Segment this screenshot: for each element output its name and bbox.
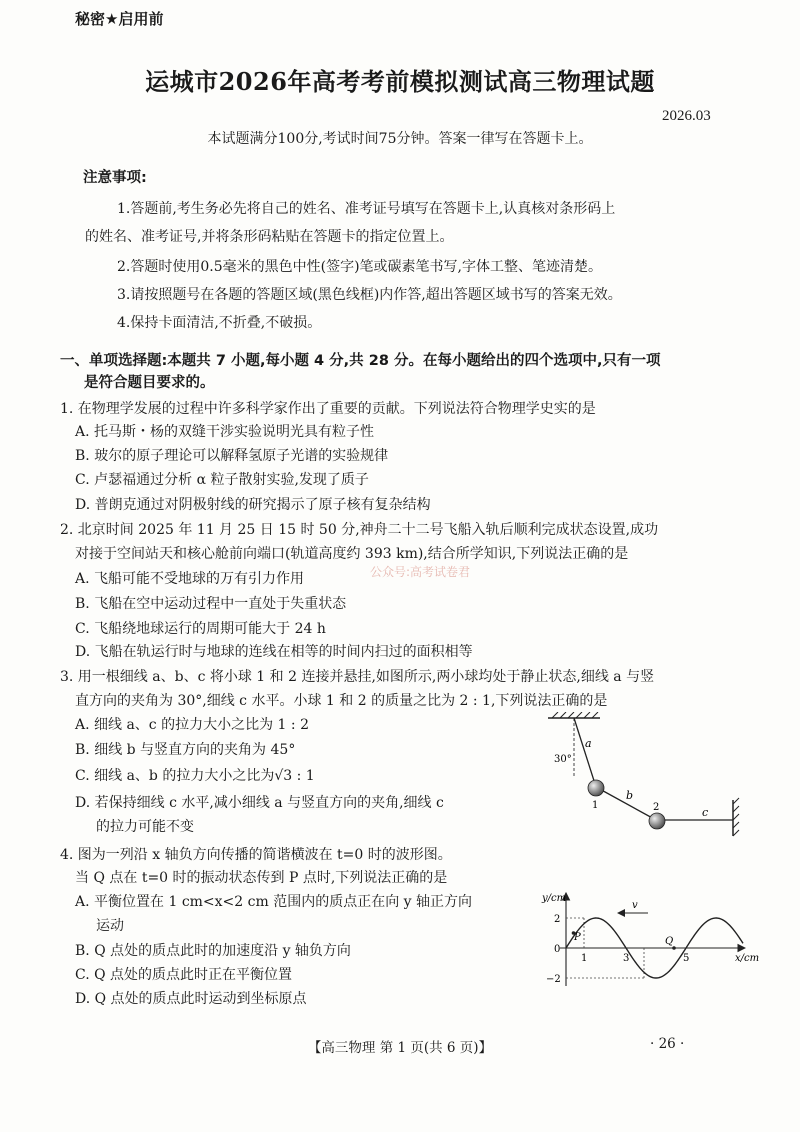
q4-stem-line-1: 4. 图为一列沿 x 轴负方向传播的简谐横波在 t=0 时的波形图。 [60,847,452,863]
q4-option-c: C. Q 点处的质点此时正在平衡位置 [75,967,293,983]
q3-stem-line-2: 直方向的夹角为 30°,细线 c 水平。小球 1 和 2 的质量之比为 2 : 1,下列说法正确的是 [75,693,608,709]
x-axis-label: x/cm [735,953,760,964]
q2-option-c: C. 飞船绕地球运行的周期可能大于 24 h [75,621,326,637]
q3-option-b: B. 细线 b 与竖直方向的夹角为 45° [75,742,296,758]
x-tick-3: 3 [623,953,630,964]
section-heading [60,350,750,394]
q2-option-d: D. 飞船在轨运行时与地球的连线在相等的时间内扫过的面积相等 [75,644,473,660]
ceiling-support [548,712,600,718]
note-4: 4.保持卡面清洁,不折叠,不破损。 [117,315,322,331]
q1-stem: 1. 在物理学发展的过程中许多科学家作出了重要的贡献。下列说法符合物理学史实的是 [60,401,596,417]
note-1-line-1: 1.答题前,考生务必先将自己的姓名、准考证号填写在答题卡上,认真核对条形码上 [117,201,616,217]
q1-option-b: B. 玻尔的原子理论可以解释氢原子光谱的实验规律 [75,448,389,464]
q1-option-d: D. 普朗克通过对阴极射线的研究揭示了原子核有复杂结构 [75,497,431,513]
q3-option-d-line-2: 的拉力可能不变 [96,819,194,835]
ball-1-label: 1 [592,800,599,811]
q4-stem-line-2: 当 Q 点在 t=0 时的振动状态传到 P 点时,下列说法正确的是 [75,870,448,886]
note-2: 2.答题时使用0.5毫米的黑色中性(签字)笔或碳素笔书写,字体工整、笔迹清楚。 [117,259,602,275]
angle-label: 30° [554,754,572,765]
x-tick-1: 1 [581,953,588,964]
label-a: a [585,737,592,750]
sheet-number: · 26 · [650,1036,685,1052]
label-b: b [626,789,634,802]
exam-intro: 本试题满分100分,考试时间75分钟。答案一律写在答题卡上。 [207,131,593,147]
q4-option-a-line-2: 运动 [96,918,124,934]
y-tick-neg2: −2 [546,974,561,985]
q4-option-a-line-1: A. 平衡位置在 1 cm<x<2 cm 范围内的质点正在向 y 轴正方向 [75,894,473,910]
q-label: Q [665,936,674,947]
q3-option-d-line-1: D. 若保持细线 c 水平,减小细线 a 与竖直方向的夹角,细线 c [75,795,444,811]
q3-stem-line-1: 3. 用一根细线 a、b、c 将小球 1 和 2 连接并悬挂,如图所示,两小球均处于静止状态,细线 a 与竖 [60,669,655,685]
q2-stem-line-1: 2. 北京时间 2025 年 11 月 25 日 15 时 50 分,神舟二十二号飞船入轨后顺利完成状态设置,成功 [60,522,659,538]
watermark: 公众号:高考试卷君 [370,565,471,579]
q2-option-b: B. 飞船在空中运动过程中一直处于失重状态 [75,596,347,612]
q1-option-a: A. 托马斯・杨的双缝干涉实验说明光具有粒子性 [75,424,375,440]
exam-title: 运城市2026年高考考前模拟测试高三物理试题 [145,67,655,96]
q1-option-c: C. 卢瑟福通过分析 α 粒子散射实验,发现了质子 [75,472,369,488]
confidential-mark: 秘密★启用前 [75,10,164,28]
string-a [574,718,596,787]
ball-1 [588,780,604,796]
page-footer: 【高三物理 第 1 页(共 6 页)】 [307,1040,493,1056]
q2-option-a: A. 飞船可能不受地球的万有引力作用 [75,571,305,587]
q4-wave-figure [540,888,765,990]
x-tick-5: 5 [683,953,690,964]
section-heading-line-1: 一、单项选择题:本题共 7 小题,每小题 4 分,共 28 分。在每小题给出的四个选项中,只有一项 [60,353,661,369]
ball-2-label: 2 [653,802,660,813]
note-1-line-2: 的姓名、准考证号,并将条形码粘贴在答题卡的指定位置上。 [85,229,454,245]
q4-option-b: B. Q 点处的质点此时的加速度沿 y 轴负方向 [75,943,351,959]
ball-2 [649,813,665,829]
q3-figure [540,712,750,840]
note-3: 3.请按照题号在各题的答题区域(黑色线框)内作答,超出答题区域书写的答案无效。 [117,287,622,303]
q3-option-c: C. 细线 a、b 的拉力大小之比为√3 : 1 [75,768,315,784]
wall-support [733,798,739,836]
notes-heading: 注意事项: [83,170,147,186]
velocity-label: v [632,900,638,911]
exam-date: 2026.03 [662,108,711,124]
y-tick-2: 2 [554,914,561,925]
q4-option-d: D. Q 点处的质点此时运动到坐标原点 [75,991,307,1007]
label-c: c [702,806,709,819]
q2-stem-line-2: 对接于空间站天和核心舱前向端口(轨道高度约 393 km),结合所学知识,下列说法正确的是 [75,546,629,562]
section-heading-line-2: 是符合题目要求的。 [84,375,215,391]
y-tick-0: 0 [554,944,561,955]
q3-option-a: A. 细线 a、c 的拉力大小之比为 1 : 2 [75,717,309,733]
p-label: P [574,932,581,943]
y-axis-label: y/cm [542,893,567,904]
